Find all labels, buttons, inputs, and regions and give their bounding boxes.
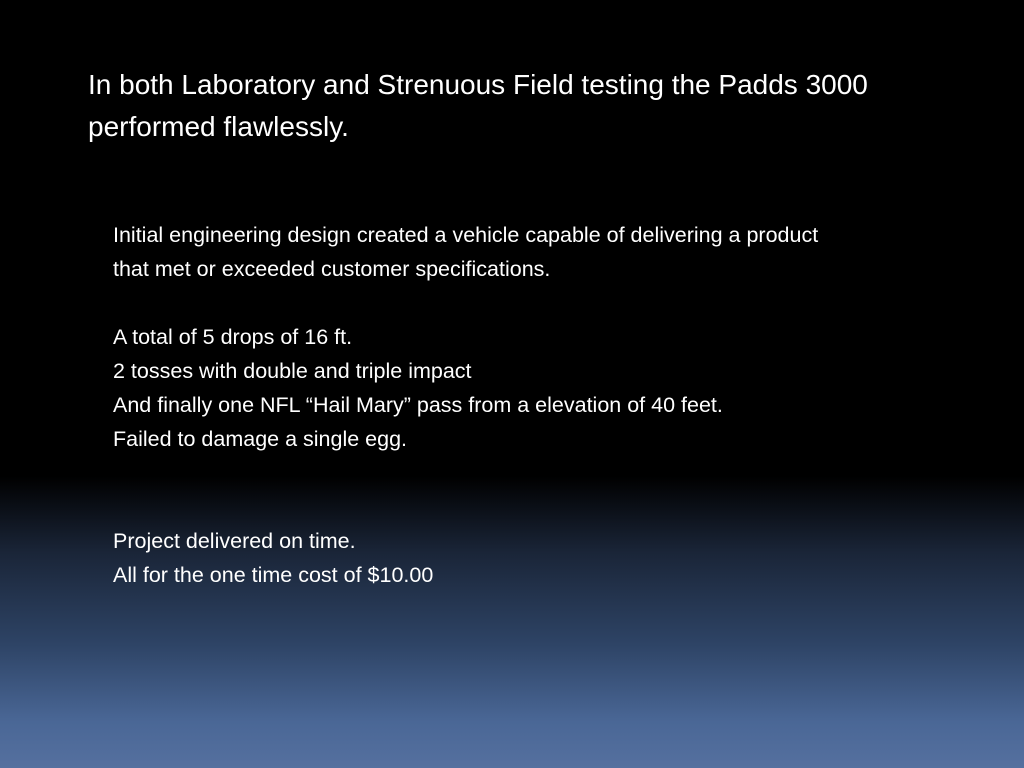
- result-tosses: 2 tosses with double and triple impact: [113, 359, 472, 383]
- result-drops: A total of 5 drops of 16 ft.: [113, 325, 353, 349]
- result-no-damage: Failed to damage a single egg.: [113, 427, 408, 451]
- slide-body: [113, 218, 833, 592]
- slide-headline: In both Laboratory and Strenuous Field testing the Padds 3000 performed flawlessly.: [88, 69, 868, 142]
- spacer: [113, 286, 833, 320]
- result-hail-mary: And finally one NFL “Hail Mary” pass from a elevation of 40 feet.: [113, 393, 723, 417]
- closing-cost: All for the one time cost of $10.00: [113, 563, 434, 587]
- closing-statements: [113, 524, 833, 592]
- intro-paragraph: Initial engineering design created a vehicle capable of delivering a product that met or exceeded customer specifications.: [113, 223, 819, 281]
- closing-on-time: Project delivered on time.: [113, 529, 356, 553]
- test-results: [113, 320, 833, 456]
- spacer: [113, 456, 833, 524]
